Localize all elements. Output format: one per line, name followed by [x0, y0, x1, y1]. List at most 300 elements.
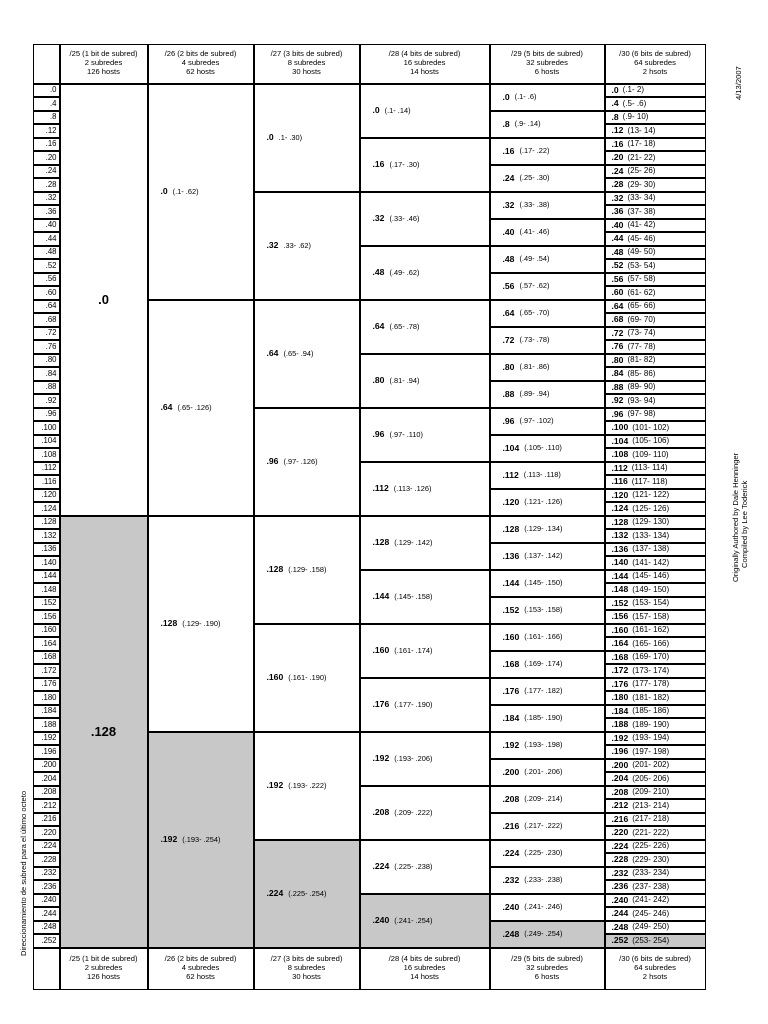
- offset-cell: .64: [33, 300, 60, 314]
- host-range: (.33- .46): [389, 213, 420, 223]
- header-subnets: 64 subredes: [634, 963, 676, 973]
- header-hosts: 6 hosts: [534, 971, 560, 981]
- col30-subnet: [605, 192, 706, 206]
- subnet-address: .148: [611, 584, 629, 595]
- offset-cell: .216: [33, 813, 60, 827]
- subnet-address: .192: [266, 780, 284, 791]
- offset-cell: .212: [33, 799, 60, 813]
- subnet-address: .200: [611, 759, 629, 770]
- subnet-address: .208: [611, 786, 629, 797]
- host-range: (.1- .62): [172, 186, 199, 196]
- header-hosts: 126 hosts: [87, 971, 120, 981]
- subnet-address: .128: [611, 516, 629, 527]
- offset-cell: .144: [33, 570, 60, 584]
- subnet-address: .40: [611, 219, 624, 230]
- col30-subnet: [605, 853, 706, 867]
- subnet-address: .192: [502, 739, 520, 750]
- subnet-address: .144: [502, 577, 520, 588]
- offset-cell: .72: [33, 327, 60, 341]
- subnet-address: .8: [611, 111, 619, 122]
- offset-cell: .60: [33, 286, 60, 300]
- col30-subnet: [605, 408, 706, 422]
- col29-subnet: [490, 543, 605, 570]
- col30-subnet: [605, 813, 706, 827]
- col30-subnet: [605, 583, 706, 597]
- offset-cell: .20: [33, 151, 60, 165]
- host-range: (237- 238): [632, 881, 670, 891]
- host-range: (109- 110): [632, 449, 669, 459]
- subnet-address: .104: [611, 435, 629, 446]
- subnet-address: .36: [611, 206, 624, 217]
- col30-subnet: [605, 840, 706, 854]
- host-range: (.121- .126): [524, 497, 563, 507]
- host-range: (.225- .238): [394, 861, 433, 871]
- host-range: (.25- .30): [519, 173, 550, 183]
- subnet-address: .60: [611, 287, 624, 298]
- host-range: (.113- .126): [393, 483, 432, 493]
- subnet-address: .52: [611, 260, 624, 271]
- subnet-address: .4: [611, 98, 619, 109]
- offset-cell: .132: [33, 529, 60, 543]
- header-subnets: 8 subredes: [287, 963, 326, 973]
- host-range: (.145- .158): [394, 591, 433, 601]
- host-range: (129- 130): [632, 517, 670, 527]
- host-range: (201- 202): [632, 760, 670, 770]
- footer-corner: [33, 948, 60, 990]
- host-range: (25- 26): [627, 166, 656, 176]
- subnet-address: .64: [502, 307, 515, 318]
- subnet-address: .160: [611, 624, 629, 635]
- host-range: (.89- .94): [519, 389, 550, 399]
- col30-subnet: [605, 718, 706, 732]
- col29-subnet: [490, 489, 605, 516]
- col30-subnet: [605, 502, 706, 516]
- host-range: (97- 98): [627, 409, 656, 419]
- column-footer-3: [360, 948, 490, 990]
- col30-subnet: [605, 462, 706, 476]
- col29-subnet: [490, 138, 605, 165]
- col30-subnet: [605, 664, 706, 678]
- subnet-address: .96: [266, 456, 279, 467]
- subnet-address: .120: [502, 496, 520, 507]
- host-range: (.1- 2): [622, 85, 645, 95]
- col30-subnet: [605, 165, 706, 179]
- host-range: (221- 222): [632, 827, 670, 837]
- subnet-address: .96: [502, 415, 515, 426]
- host-range: (249- 250): [632, 922, 670, 932]
- host-range: (133- 134): [632, 530, 670, 540]
- host-range: (173- 174): [632, 665, 670, 675]
- col28-subnet: [360, 462, 490, 516]
- subnet-address: .240: [502, 901, 520, 912]
- col29-subnet: [490, 165, 605, 192]
- subnet-address: .48: [372, 267, 385, 278]
- subnet-address: .12: [611, 125, 624, 136]
- host-range: (.137- .142): [524, 551, 563, 561]
- col30-subnet: [605, 624, 706, 638]
- offset-cell: .48: [33, 246, 60, 260]
- col30-subnet: [605, 597, 706, 611]
- subnet-address: .0: [372, 105, 380, 116]
- host-range: (.57- .62): [519, 281, 550, 291]
- host-range: (.145- .150): [524, 578, 563, 588]
- subnet-address: .236: [611, 881, 629, 892]
- offset-cell: .0: [33, 84, 60, 98]
- subnet-address: .64: [372, 321, 385, 332]
- col27-subnet: [254, 84, 360, 192]
- col29-subnet: [490, 651, 605, 678]
- host-range: (.193- .206): [394, 753, 433, 763]
- col29-subnet: [490, 111, 605, 138]
- header-subnets: 16 subredes: [403, 963, 446, 973]
- host-range: (149- 150): [632, 584, 670, 594]
- subnet-address: .80: [372, 375, 385, 386]
- column-header-4: [490, 44, 605, 84]
- host-range: (197- 198): [632, 746, 670, 756]
- subnet-address: .100: [611, 422, 629, 433]
- subnet-address: .44: [611, 233, 624, 244]
- subnet-address: .96: [372, 429, 385, 440]
- subnet-address: .16: [502, 145, 515, 156]
- col30-subnet: [605, 867, 706, 881]
- host-range: (217- 218): [632, 814, 670, 824]
- offset-cell: .196: [33, 745, 60, 759]
- col28-subnet: [360, 138, 490, 192]
- header-subnets: 2 subredes: [84, 58, 123, 68]
- offset-cell: .96: [33, 408, 60, 422]
- header-subnets: 2 subredes: [84, 963, 123, 973]
- host-range: (73- 74): [627, 328, 656, 338]
- col30-subnet: [605, 111, 706, 125]
- col29-subnet: [490, 759, 605, 786]
- host-range: (.225- .254): [288, 888, 327, 898]
- col29-subnet: [490, 894, 605, 921]
- subnet-address: .128: [372, 537, 390, 548]
- col28-subnet: [360, 894, 490, 948]
- column-footer-0: [60, 948, 148, 990]
- col28-subnet: [360, 624, 490, 678]
- host-range: (101- 102): [632, 422, 670, 432]
- col29-subnet: [490, 84, 605, 111]
- subnet-address: .224: [502, 847, 520, 858]
- offset-cell: .44: [33, 232, 60, 246]
- subnet-address: .136: [611, 543, 629, 554]
- header-corner: [33, 44, 60, 84]
- subnet-address: .16: [611, 138, 624, 149]
- host-range: (.65- .70): [519, 308, 550, 318]
- host-range: (125- 126): [632, 503, 670, 513]
- col26-subnet: [148, 516, 254, 732]
- col27-subnet: [254, 624, 360, 732]
- subnet-address: .224: [372, 861, 390, 872]
- header-subnets: 4 subredes: [181, 963, 220, 973]
- subnet-address: .0: [611, 84, 619, 95]
- subnet-address: .72: [611, 327, 624, 338]
- col30-subnet: [605, 313, 706, 327]
- host-range: (81- 82): [627, 355, 656, 365]
- host-range: (137- 138): [632, 544, 670, 554]
- subnet-address: .128: [160, 618, 178, 629]
- subnet-address: .32: [372, 213, 385, 224]
- offset-cell: .104: [33, 435, 60, 449]
- host-range: (161- 162): [632, 625, 670, 635]
- offset-cell: .76: [33, 340, 60, 354]
- host-range: (.17- .30): [389, 159, 420, 169]
- offset-cell: .140: [33, 556, 60, 570]
- subnet-address: .204: [611, 773, 629, 784]
- host-range: (.73- .78): [519, 335, 550, 345]
- column-footer-2: [254, 948, 360, 990]
- col30-subnet: [605, 799, 706, 813]
- column-header-3: [360, 44, 490, 84]
- col29-subnet: [490, 408, 605, 435]
- col30-subnet: [605, 97, 706, 111]
- host-range: (.9- .14): [514, 119, 541, 129]
- host-range: (.41- .46): [519, 227, 550, 237]
- host-range: (.33- .38): [519, 200, 550, 210]
- col30-subnet: [605, 340, 706, 354]
- col29-subnet: [490, 327, 605, 354]
- host-range: (.209- .214): [524, 794, 563, 804]
- subnet-address: .176: [372, 699, 390, 710]
- col30-subnet: [605, 394, 706, 408]
- host-range: (89- 90): [627, 382, 656, 392]
- col30-subnet: [605, 907, 706, 921]
- column-header-2: [254, 44, 360, 84]
- header-hosts: 62 hosts: [186, 66, 215, 76]
- offset-cell: .252: [33, 934, 60, 948]
- offset-cell: .248: [33, 921, 60, 935]
- subnet-address: .252: [611, 935, 629, 946]
- host-range: (29- 30): [627, 179, 656, 189]
- col25-subnet: [60, 84, 148, 516]
- header-prefix: /25 (1 bit de subred): [69, 49, 138, 59]
- header-subnets: 32 subredes: [526, 963, 568, 973]
- host-range: (.161- .166): [524, 632, 563, 642]
- col27-subnet: [254, 408, 360, 516]
- subnet-address: .112: [502, 469, 519, 480]
- offset-cell: .204: [33, 772, 60, 786]
- host-range: (37- 38): [627, 206, 656, 216]
- col30-subnet: [605, 381, 706, 395]
- host-range: (.233- .238): [524, 875, 563, 885]
- header-hosts: 62 hosts: [186, 971, 215, 981]
- subnet-address: .232: [502, 874, 520, 885]
- subnet-address: .8: [502, 118, 510, 129]
- host-range: (45- 46): [627, 233, 656, 243]
- host-range: (.241- .246): [524, 902, 563, 912]
- subnet-address: .32: [611, 192, 624, 203]
- subnet-address: .168: [502, 658, 520, 669]
- subnet-address: .160: [502, 631, 520, 642]
- col29-subnet: [490, 300, 605, 327]
- subnet-address: .48: [502, 253, 515, 264]
- subnet-address: .224: [266, 888, 284, 899]
- offset-cell: .84: [33, 367, 60, 381]
- header-subnets: 8 subredes: [287, 58, 326, 68]
- host-range: (41- 42): [627, 220, 656, 230]
- subnet-address: .0: [266, 132, 274, 143]
- col29-subnet: [490, 705, 605, 732]
- host-range: (225- 226): [632, 841, 670, 851]
- col28-subnet: [360, 516, 490, 570]
- offset-cell: .160: [33, 624, 60, 638]
- offset-cell: .28: [33, 178, 60, 192]
- offset-cell: .128: [33, 516, 60, 530]
- col30-subnet: [605, 489, 706, 503]
- subnet-address: .220: [611, 827, 629, 838]
- subnet-address: .160: [372, 645, 390, 656]
- header-prefix: /29 (5 bits de subred): [511, 49, 583, 59]
- col29-subnet: [490, 354, 605, 381]
- subnet-address: .88: [502, 388, 515, 399]
- offset-cell: .136: [33, 543, 60, 557]
- subnet-address: .244: [611, 908, 629, 919]
- col29-subnet: [490, 246, 605, 273]
- col30-subnet: [605, 421, 706, 435]
- host-range: (141- 142): [632, 557, 670, 567]
- col30-subnet: [605, 556, 706, 570]
- col28-subnet: [360, 678, 490, 732]
- host-range: (.65- .94): [283, 348, 314, 358]
- header-prefix: /30 (6 bits de subred): [619, 954, 691, 964]
- col29-subnet: [490, 813, 605, 840]
- col29-subnet: [490, 192, 605, 219]
- col30-subnet: [605, 529, 706, 543]
- subnet-address: .64: [160, 402, 173, 413]
- host-range: (229- 230): [632, 854, 670, 864]
- host-range: (189- 190): [632, 719, 670, 729]
- host-range: (.217- .222): [524, 821, 563, 831]
- col30-subnet: [605, 894, 706, 908]
- col30-subnet: [605, 286, 706, 300]
- subnet-address: .128: [90, 724, 117, 739]
- column-footer-5: [605, 948, 706, 990]
- host-range: (241- 242): [632, 895, 670, 905]
- header-prefix: /30 (6 bits de subred): [619, 49, 691, 59]
- offset-cell: .116: [33, 475, 60, 489]
- subnet-address: .112: [611, 462, 628, 473]
- col30-subnet: [605, 219, 706, 233]
- host-range: (.153- .158): [524, 605, 563, 615]
- host-range: (245- 246): [632, 908, 670, 918]
- header-prefix: /25 (1 bit de subred): [69, 954, 138, 964]
- offset-cell: .156: [33, 610, 60, 624]
- header-hosts: 14 hosts: [410, 971, 439, 981]
- offset-cell: .236: [33, 880, 60, 894]
- subnet-address: .132: [611, 530, 629, 541]
- host-range: (.249- .254): [524, 929, 563, 939]
- host-range: (57- 58): [627, 274, 656, 284]
- offset-cell: .92: [33, 394, 60, 408]
- col30-subnet: [605, 124, 706, 138]
- offset-cell: .232: [33, 867, 60, 881]
- header-hosts: 2 hsots: [642, 66, 668, 76]
- subnet-address: .200: [502, 766, 520, 777]
- subnet-address: .248: [502, 928, 520, 939]
- subnet-address: .216: [502, 820, 520, 831]
- subnet-address: .176: [611, 678, 629, 689]
- offset-cell: .68: [33, 313, 60, 327]
- col30-subnet: [605, 759, 706, 773]
- host-range: (.161- .174): [394, 645, 433, 655]
- col28-subnet: [360, 786, 490, 840]
- subnet-address: .0: [98, 292, 109, 307]
- host-range: (.81- .94): [389, 375, 420, 385]
- host-range: (.209- .222): [394, 807, 433, 817]
- col29-subnet: [490, 732, 605, 759]
- host-range: (213- 214): [632, 800, 670, 810]
- host-range: (253- 254): [632, 935, 670, 945]
- host-range: (.193- .222): [288, 780, 327, 790]
- host-range: .1- .30): [278, 132, 303, 142]
- host-range: .33- .62): [283, 240, 311, 250]
- col30-subnet: [605, 880, 706, 894]
- subnet-address: .124: [611, 503, 629, 514]
- host-range: (33- 34): [627, 193, 656, 203]
- host-range: (193- 194): [632, 733, 670, 743]
- header-prefix: /28 (4 bits de subred): [388, 954, 461, 964]
- column-header-0: [60, 44, 148, 84]
- offset-cell: .124: [33, 502, 60, 516]
- subnet-address: .84: [611, 368, 624, 379]
- host-range: (185- 186): [632, 706, 670, 716]
- offset-cell: .180: [33, 691, 60, 705]
- col29-subnet: [490, 678, 605, 705]
- col27-subnet: [254, 516, 360, 624]
- subnet-address: .208: [502, 793, 520, 804]
- host-range: (13- 14): [627, 125, 656, 135]
- header-prefix: /27 (3 bits de subred): [270, 954, 343, 964]
- col28-subnet: [360, 840, 490, 894]
- offset-cell: .80: [33, 354, 60, 368]
- subnet-address: .232: [611, 867, 629, 878]
- host-range: (.169- .174): [524, 659, 563, 669]
- subnet-address: .80: [611, 354, 624, 365]
- col29-subnet: [490, 219, 605, 246]
- subnet-address: .40: [502, 226, 515, 237]
- column-footer-4: [490, 948, 605, 990]
- subnet-address: .152: [611, 597, 629, 608]
- col30-subnet: [605, 772, 706, 786]
- subnet-address: .104: [502, 442, 520, 453]
- col29-subnet: [490, 867, 605, 894]
- col29-subnet: [490, 921, 605, 948]
- host-range: (205- 206): [632, 773, 670, 783]
- host-range: (.185- .190): [524, 713, 563, 723]
- subnet-address: .120: [611, 489, 629, 500]
- host-range: (.225- .230): [524, 848, 563, 858]
- host-range: (.17- .22): [519, 146, 550, 156]
- host-range: (.1- .6): [514, 92, 537, 102]
- col30-subnet: [605, 745, 706, 759]
- subnet-address: .144: [372, 591, 390, 602]
- offset-cell: .168: [33, 651, 60, 665]
- col30-subnet: [605, 934, 706, 948]
- col29-subnet: [490, 273, 605, 300]
- host-range: (.177- .190): [394, 699, 433, 709]
- subnet-address: .128: [502, 523, 520, 534]
- subnet-address: .176: [502, 685, 520, 696]
- col30-subnet: [605, 205, 706, 219]
- col29-subnet: [490, 516, 605, 543]
- host-range: (21- 22): [627, 152, 656, 162]
- subnet-address: .116: [611, 476, 628, 487]
- subnet-address: .20: [611, 152, 624, 163]
- offset-cell: .172: [33, 664, 60, 678]
- offset-cell: .32: [33, 192, 60, 206]
- offset-cell: .8: [33, 111, 60, 125]
